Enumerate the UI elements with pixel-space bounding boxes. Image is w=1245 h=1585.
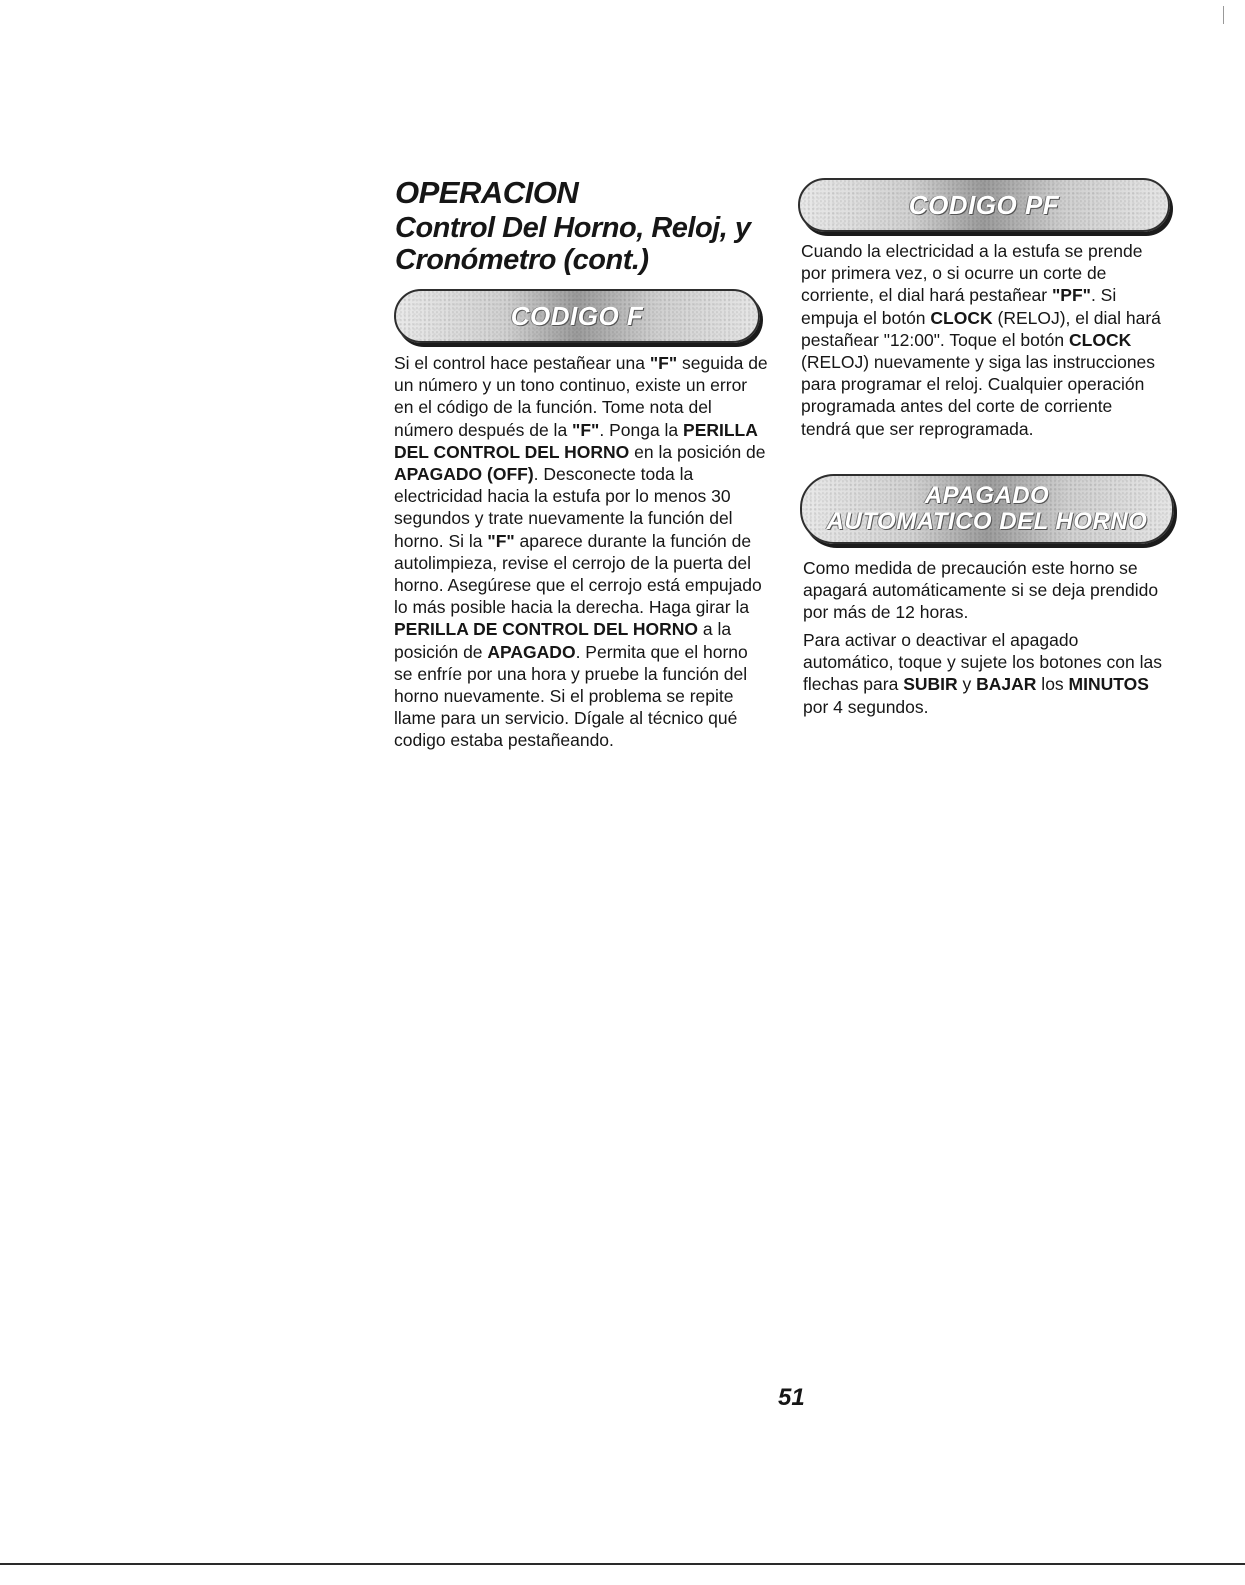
apagado-paragraph-2 <box>803 629 1163 718</box>
text-run-bold: "PF" <box>1051 285 1091 306</box>
text-run: Si el control hace pestañear una <box>394 353 650 373</box>
text-run-bold: "F" <box>572 419 600 440</box>
text-run: (RELOJ) nuevamente y siga las instrucciones para programar el reloj. Cualquier operación programada antes del corte de corriente tendrá que ser reprogramada. <box>801 352 1156 439</box>
text-run-bold: SUBIR <box>903 674 958 695</box>
text-run: a la posición de <box>394 619 732 662</box>
section-banner-label: CODIGO PF <box>908 189 1060 220</box>
text-run: aparece durante la función de autolimpieza, revise el cerrojo de la puerta del horno. Asegúrese que el cerrojo está empujado lo más posible hacia la derecha. Haga girar la <box>394 530 762 618</box>
text-run-bold: PERILLA DEL CONTROL DEL HORNO <box>394 419 758 462</box>
section-banner-label: CODIGO F <box>510 300 644 331</box>
text-run-bold: CLOCK <box>930 307 993 328</box>
title-block <box>395 176 775 276</box>
text-run-bold: CLOCK <box>1069 329 1132 350</box>
text-run: Cuando la electricidad a la estufa se prende por primera vez, o si ocurre un corte de corriente, el dial hará pestañear <box>801 241 1143 306</box>
apagado-paragraph-1: Como medida de precaución este horno se apagará automáticamente si se deja prendido por más de 12 horas. <box>803 558 1159 623</box>
text-run-bold: "F" <box>487 530 515 551</box>
section-banner-apagado-automatico <box>800 474 1174 544</box>
text-run-bold: APAGADO <box>487 641 576 662</box>
codigo-pf-paragraph <box>801 240 1166 440</box>
text-run: Para activar o deactivar el apagado automático, toque y sujete los botones con las flechas para <box>803 630 1162 695</box>
text-run-bold: APAGADO (OFF) <box>394 464 534 485</box>
text-run: y <box>957 674 977 695</box>
text-run-bold: MINUTOS <box>1068 674 1149 695</box>
codigo-f-paragraph <box>394 352 769 752</box>
text-run: . Si empuja el botón <box>801 285 1117 328</box>
text-run-bold: "F" <box>649 353 678 373</box>
scan-mark <box>1223 6 1224 24</box>
text-run: los <box>1036 674 1069 695</box>
page-subtitle-line1: Control Del Horno, Reloj, y <box>395 212 751 244</box>
bottom-rule <box>0 1563 1245 1565</box>
banner-line2: AUTOMATICO DEL HORNO <box>826 508 1148 535</box>
text-run-bold: BAJAR <box>976 674 1037 695</box>
section-banner-codigo-f <box>394 289 760 343</box>
page-subtitle-line2: Cronómetro (cont.) <box>395 244 649 276</box>
page-subtitle <box>395 212 775 276</box>
text-run: por 4 segundos. <box>803 696 929 717</box>
text-run: (RELOJ), el dial hará pestañear "12:00". Toque el botón <box>801 307 1161 350</box>
section-banner-label <box>827 483 1148 535</box>
section-banner-codigo-pf <box>798 178 1170 232</box>
text-run-bold: PERILLA DE CONTROL DEL HORNO <box>394 619 698 640</box>
text-run: . Permita que el horno se enfríe por una hora y pruebe la función del horno nuevamente. Si el problema se repite llame para un servicio. Dígale al técnico qué codigo estaba pestañeando. <box>394 641 748 751</box>
page-title: OPERACION <box>395 175 579 210</box>
banner-line1: APAGADO <box>924 482 1050 509</box>
page-number: 51 <box>778 1384 805 1411</box>
text-run: . Ponga la <box>599 419 684 440</box>
text-run: seguida de un número y un tono continuo, existe un error en el código de la función. Tome nota del número después de la <box>394 353 768 440</box>
text-run: en la posición de <box>629 441 766 462</box>
text-run: . Desconecte toda la electricidad hacia la estufa por lo menos 30 segundos y trate nuevamente la función del horno. Si la <box>394 464 733 551</box>
